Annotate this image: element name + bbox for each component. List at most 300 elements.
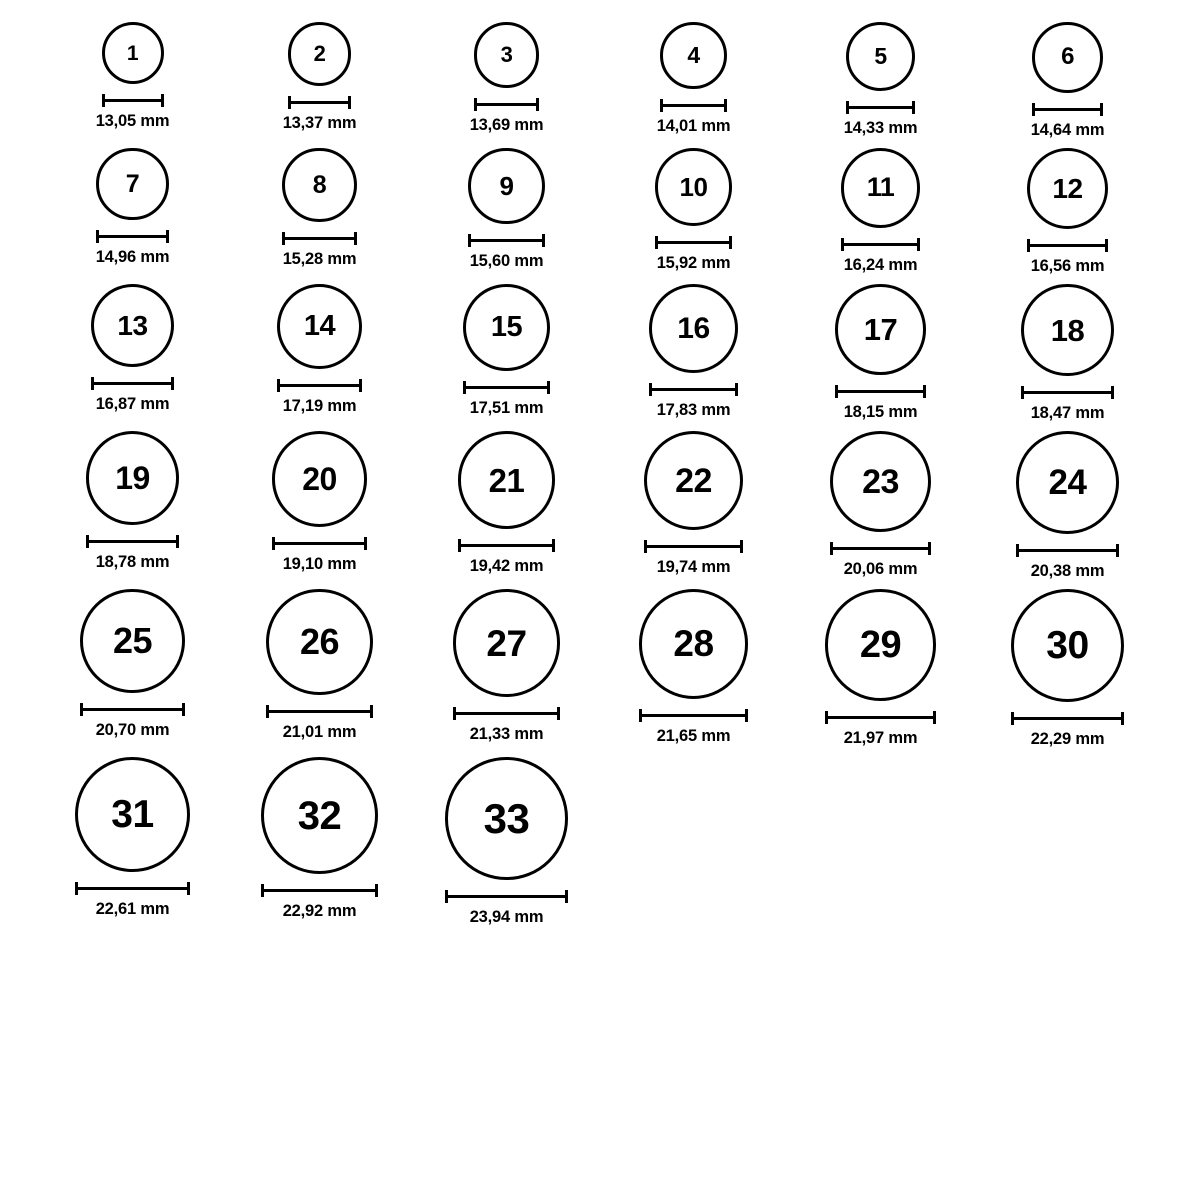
ring-size-number: 25 (112, 620, 153, 662)
ring-circle[interactable] (468, 148, 544, 224)
ruler-bar (830, 547, 931, 550)
ring-size-cell[interactable] (787, 276, 974, 421)
diameter-label: 13,37 mm (282, 113, 357, 132)
diameter-ruler (830, 542, 931, 554)
ruler-cap-right (1116, 544, 1119, 557)
ring-size-number: 11 (866, 172, 895, 203)
diameter-ruler (1021, 386, 1113, 398)
ring-circle-wrapper (75, 749, 190, 880)
ruler-bar (75, 887, 190, 890)
ring-circle-wrapper (639, 581, 749, 707)
diameter-label: 14,96 mm (95, 248, 170, 267)
diameter-ruler (266, 705, 372, 717)
ruler-cap-right (354, 232, 357, 245)
diameter-label: 13,69 mm (469, 115, 544, 134)
ring-size-number: 22 (675, 461, 712, 500)
ring-size-number: 10 (679, 171, 708, 202)
ring-size-cell[interactable] (413, 581, 600, 744)
ruler-cap-left (830, 542, 833, 555)
ring-circle[interactable] (102, 22, 164, 84)
ruler-cap-right (740, 540, 743, 553)
ring-size-cell[interactable] (974, 140, 1161, 276)
ring-circle[interactable] (649, 284, 738, 373)
diameter-label: 14,01 mm (656, 117, 731, 136)
ring-circle[interactable] (644, 431, 743, 530)
ruler-bar (468, 239, 544, 242)
ring-size-cell[interactable] (39, 749, 226, 919)
ring-circle[interactable] (261, 757, 378, 874)
ring-circle-wrapper (660, 14, 727, 97)
diameter-label: 17,19 mm (282, 397, 357, 416)
ring-size-cell[interactable] (39, 276, 226, 414)
ring-size-number: 6 (1061, 43, 1074, 71)
diameter-ruler (277, 379, 362, 391)
diameter-label: 20,70 mm (95, 721, 170, 740)
ruler-cap-left (835, 385, 838, 398)
ruler-cap-left (660, 99, 663, 112)
ring-circle[interactable] (846, 22, 915, 91)
diameter-ruler (846, 101, 915, 113)
ring-size-number: 20 (302, 461, 337, 498)
ring-circle-wrapper (830, 423, 931, 540)
diameter-label: 16,24 mm (843, 255, 918, 274)
ring-size-number: 33 (483, 794, 530, 842)
ring-circle-wrapper (1027, 140, 1108, 237)
ring-circle[interactable] (96, 148, 169, 221)
diameter-ruler (80, 703, 184, 715)
ring-size-number: 18 (1050, 312, 1085, 348)
ring-circle[interactable] (458, 431, 555, 528)
ring-circle-wrapper (463, 276, 550, 379)
ruler-cap-right (161, 94, 164, 107)
ring-circle[interactable] (282, 148, 356, 222)
chart-row (39, 581, 1161, 749)
ring-circle-wrapper (655, 140, 733, 234)
ring-circle[interactable] (1016, 431, 1119, 534)
diameter-ruler (841, 238, 921, 250)
ring-circle-wrapper (272, 423, 368, 535)
ruler-cap-left (1011, 712, 1014, 725)
ruler-cap-right (182, 703, 185, 716)
ruler-bar (91, 382, 174, 385)
diameter-label: 21,65 mm (656, 726, 731, 745)
ring-size-cell[interactable] (787, 14, 974, 138)
ruler-cap-left (80, 703, 83, 716)
ruler-bar (1032, 108, 1103, 111)
ring-circle-wrapper (1021, 276, 1113, 384)
ring-size-cell[interactable] (226, 749, 413, 921)
ruler-cap-left (288, 96, 291, 109)
ruler-cap-right (542, 234, 545, 247)
ring-circle[interactable] (463, 284, 550, 371)
diameter-label: 18,15 mm (843, 402, 918, 421)
ring-size-cell[interactable] (226, 276, 413, 416)
ring-size-number: 24 (1048, 463, 1087, 503)
ruler-bar (825, 716, 937, 719)
ring-circle[interactable] (830, 431, 931, 532)
ring-size-cell[interactable] (600, 276, 787, 420)
ruler-bar (288, 101, 352, 104)
ruler-cap-left (445, 890, 448, 903)
ruler-bar (835, 390, 925, 393)
ring-size-number: 4 (687, 42, 700, 69)
diameter-label: 14,33 mm (843, 119, 918, 138)
ruler-cap-left (1021, 386, 1024, 399)
ring-circle[interactable] (639, 589, 749, 699)
ring-size-cell[interactable] (974, 14, 1161, 140)
ruler-cap-left (1016, 544, 1019, 557)
ruler-cap-right (375, 884, 378, 897)
ruler-cap-left (102, 94, 105, 107)
ring-size-number: 13 (117, 309, 148, 341)
ring-circle-wrapper (445, 749, 567, 887)
ruler-cap-left (846, 101, 849, 114)
ring-size-cell[interactable] (39, 14, 226, 131)
diameter-label: 13,05 mm (95, 112, 170, 130)
ruler-bar (272, 542, 368, 545)
ring-size-number: 1 (126, 41, 139, 65)
chart-row (39, 749, 1161, 926)
ruler-cap-right (933, 711, 936, 724)
ruler-cap-left (261, 884, 264, 897)
diameter-ruler (75, 882, 190, 894)
diameter-label: 18,78 mm (95, 553, 170, 572)
ring-circle[interactable] (80, 589, 184, 693)
ring-size-cell[interactable] (600, 140, 787, 273)
ring-circle[interactable] (660, 22, 727, 89)
diameter-ruler (261, 884, 378, 896)
ruler-cap-left (825, 711, 828, 724)
ruler-bar (445, 895, 567, 898)
ruler-cap-right (1111, 386, 1114, 399)
ruler-cap-left (644, 540, 647, 553)
ruler-cap-left (277, 379, 280, 392)
diameter-label: 20,06 mm (843, 560, 918, 579)
ring-circle[interactable] (266, 589, 372, 695)
ring-circle-wrapper (277, 276, 362, 377)
ruler-cap-left (649, 383, 652, 396)
ruler-bar (102, 99, 164, 102)
ruler-cap-right (547, 381, 550, 394)
ruler-bar (458, 544, 555, 547)
diameter-label: 19,74 mm (656, 558, 731, 577)
ring-circle-wrapper (841, 140, 921, 236)
diameter-ruler (1027, 239, 1108, 251)
ruler-cap-right (735, 383, 738, 396)
ring-circle-wrapper (1016, 423, 1119, 542)
ruler-cap-right (1105, 239, 1108, 252)
ruler-cap-left (266, 705, 269, 718)
ring-circle[interactable] (841, 148, 921, 228)
ring-size-cell[interactable] (226, 581, 413, 742)
ring-size-number: 26 (299, 621, 340, 663)
diameter-label: 21,01 mm (282, 723, 357, 742)
ring-circle[interactable] (474, 22, 540, 88)
ring-circle-wrapper (266, 581, 372, 703)
diameter-ruler (825, 711, 937, 723)
diameter-label: 18,47 mm (1030, 404, 1105, 423)
diameter-label: 23,94 mm (469, 907, 544, 926)
ruler-cap-right (745, 709, 748, 722)
ring-size-cell[interactable] (600, 581, 787, 746)
diameter-ruler (86, 535, 180, 547)
diameter-label: 15,60 mm (469, 251, 544, 270)
ruler-cap-left (75, 882, 78, 895)
ring-size-cell[interactable] (600, 423, 787, 577)
diameter-label: 21,97 mm (843, 728, 918, 747)
ruler-cap-right (187, 882, 190, 895)
ring-circle[interactable] (655, 148, 733, 226)
ring-circle[interactable] (277, 284, 362, 369)
ruler-cap-right (557, 707, 560, 720)
ring-size-cell[interactable] (787, 140, 974, 275)
ruler-bar (655, 241, 733, 244)
ruler-cap-right (724, 99, 727, 112)
ruler-bar (649, 388, 738, 391)
diameter-ruler (468, 234, 544, 246)
ring-circle-wrapper (102, 14, 164, 92)
ring-circle[interactable] (445, 757, 567, 879)
ruler-cap-right (364, 537, 367, 550)
ruler-cap-left (474, 98, 477, 111)
ring-size-number: 29 (859, 623, 902, 666)
ring-circle-wrapper (825, 581, 937, 709)
ruler-cap-left (272, 537, 275, 550)
ruler-cap-left (639, 709, 642, 722)
diameter-ruler (96, 230, 169, 242)
ring-size-number: 9 (499, 170, 514, 201)
ring-size-cell[interactable] (413, 423, 600, 575)
ruler-cap-left (1027, 239, 1030, 252)
ring-circle[interactable] (1011, 589, 1124, 702)
ruler-cap-left (91, 377, 94, 390)
ring-size-number: 16 (677, 311, 710, 345)
ring-circle-wrapper (282, 140, 356, 230)
ring-size-number: 31 (111, 793, 154, 837)
ring-size-cell[interactable] (974, 276, 1161, 423)
diameter-label: 14,64 mm (1030, 120, 1105, 139)
ruler-cap-right (171, 377, 174, 390)
diameter-label: 17,51 mm (469, 399, 544, 418)
ring-circle[interactable] (1027, 148, 1108, 229)
chart-row (39, 14, 1161, 140)
diameter-ruler (272, 537, 368, 549)
ring-circle-wrapper (453, 581, 561, 705)
ring-size-cell[interactable] (226, 140, 413, 269)
ruler-cap-left (282, 232, 285, 245)
diameter-label: 19,10 mm (282, 554, 357, 573)
ruler-cap-right (1121, 712, 1124, 725)
diameter-ruler (660, 99, 727, 111)
ruler-cap-right (536, 98, 539, 111)
diameter-ruler (445, 890, 567, 902)
ring-circle-wrapper (1032, 14, 1103, 101)
ring-size-number: 7 (125, 169, 140, 198)
ruler-cap-right (923, 385, 926, 398)
ruler-cap-right (359, 379, 362, 392)
diameter-label: 20,38 mm (1030, 562, 1105, 581)
diameter-ruler (458, 539, 555, 551)
diameter-ruler (102, 94, 164, 106)
diameter-ruler (1032, 103, 1103, 115)
ruler-bar (474, 103, 540, 106)
ruler-bar (453, 712, 561, 715)
ruler-cap-right (917, 238, 920, 251)
ring-size-cell[interactable] (600, 14, 787, 136)
ruler-bar (463, 386, 550, 389)
chart-row (39, 140, 1161, 276)
diameter-ruler (288, 96, 352, 108)
ring-size-cell[interactable] (413, 14, 600, 135)
ring-size-number: 30 (1046, 624, 1089, 668)
ring-circle-wrapper (96, 140, 169, 229)
ruler-cap-right (176, 535, 179, 548)
ruler-cap-right (928, 542, 931, 555)
ring-size-number: 17 (863, 311, 898, 347)
diameter-ruler (453, 707, 561, 719)
ring-size-number: 5 (874, 43, 887, 70)
ring-size-cell[interactable] (39, 140, 226, 268)
ruler-cap-left (463, 381, 466, 394)
diameter-ruler (1011, 712, 1124, 724)
ring-size-number: 19 (115, 460, 150, 497)
ring-size-cell[interactable] (787, 581, 974, 748)
diameter-label: 22,61 mm (95, 900, 170, 919)
diameter-ruler (474, 98, 540, 110)
ruler-bar (1021, 391, 1113, 394)
ruler-bar (86, 540, 180, 543)
ring-circle-wrapper (288, 14, 352, 94)
ring-size-cell[interactable] (413, 140, 600, 271)
ruler-cap-left (453, 707, 456, 720)
ruler-cap-left (655, 236, 658, 249)
ruler-bar (1027, 244, 1108, 247)
ruler-bar (282, 237, 356, 240)
ring-size-number: 21 (488, 461, 525, 499)
ruler-bar (1011, 717, 1124, 720)
ruler-cap-right (348, 96, 351, 109)
ruler-bar (846, 106, 915, 109)
ring-size-cell[interactable] (787, 423, 974, 579)
ring-size-number: 14 (303, 310, 336, 343)
diameter-ruler (649, 383, 738, 395)
ring-size-cell[interactable] (226, 14, 413, 133)
ring-circle-wrapper (835, 276, 925, 382)
ring-circle-wrapper (80, 581, 184, 701)
ring-circle-wrapper (644, 423, 743, 538)
ruler-cap-right (166, 230, 169, 243)
ring-circle[interactable] (75, 757, 190, 872)
ring-size-cell[interactable] (974, 423, 1161, 581)
ruler-cap-left (86, 535, 89, 548)
ring-size-number: 2 (313, 40, 326, 66)
ring-size-number: 8 (312, 170, 327, 199)
ring-size-number: 27 (486, 622, 527, 664)
ruler-cap-right (912, 101, 915, 114)
ruler-cap-right (565, 890, 568, 903)
diameter-ruler (639, 709, 749, 721)
diameter-label: 22,92 mm (282, 902, 357, 921)
ring-circle-wrapper (458, 423, 555, 536)
ruler-cap-right (729, 236, 732, 249)
ring-circle[interactable] (86, 431, 180, 525)
ring-circle-wrapper (1011, 581, 1124, 710)
ring-circle[interactable] (91, 284, 174, 367)
ring-circle-wrapper (468, 140, 544, 232)
diameter-label: 22,29 mm (1030, 730, 1105, 749)
chart-row (39, 423, 1161, 581)
ruler-bar (1016, 549, 1119, 552)
diameter-label: 17,83 mm (656, 400, 731, 419)
diameter-ruler (91, 377, 174, 389)
ring-circle[interactable] (453, 589, 561, 697)
ruler-cap-left (468, 234, 471, 247)
diameter-label: 15,28 mm (282, 250, 357, 269)
ruler-cap-right (552, 539, 555, 552)
ring-circle[interactable] (825, 589, 937, 701)
ruler-bar (96, 235, 169, 238)
ruler-cap-left (841, 238, 844, 251)
ring-circle-wrapper (846, 14, 915, 99)
ring-size-cell[interactable] (226, 423, 413, 574)
diameter-label: 19,42 mm (469, 556, 544, 575)
ring-circle-wrapper (474, 14, 540, 96)
ring-circle-wrapper (91, 276, 174, 375)
ruler-bar (80, 708, 184, 711)
ruler-bar (261, 889, 378, 892)
diameter-label: 16,56 mm (1030, 257, 1105, 276)
ring-circle[interactable] (272, 431, 368, 527)
ring-circle[interactable] (1032, 22, 1103, 93)
chart-row (39, 276, 1161, 423)
ruler-cap-left (1032, 103, 1035, 116)
ring-size-cell[interactable] (39, 581, 226, 740)
ring-size-cell[interactable] (413, 276, 600, 418)
diameter-label: 15,92 mm (656, 253, 731, 272)
ruler-bar (644, 545, 743, 548)
diameter-label: 16,87 mm (95, 395, 170, 414)
ring-size-cell[interactable] (413, 749, 600, 926)
ruler-bar (639, 714, 749, 717)
ruler-bar (841, 243, 921, 246)
ring-circle[interactable] (288, 22, 352, 86)
ruler-bar (277, 384, 362, 387)
ring-size-number: 3 (500, 41, 513, 67)
ring-size-cell[interactable] (974, 581, 1161, 749)
ruler-cap-right (370, 705, 373, 718)
ring-size-number: 15 (490, 311, 523, 344)
diameter-ruler (463, 381, 550, 393)
ruler-cap-left (458, 539, 461, 552)
diameter-ruler (644, 540, 743, 552)
ring-size-cell[interactable] (39, 423, 226, 572)
diameter-label: 21,33 mm (469, 724, 544, 743)
ring-circle[interactable] (1021, 284, 1113, 376)
ring-circle-wrapper (649, 276, 738, 381)
ruler-bar (266, 710, 372, 713)
diameter-ruler (835, 385, 925, 397)
ring-circle-wrapper (86, 423, 180, 533)
diameter-ruler (655, 236, 733, 248)
ring-circle[interactable] (835, 284, 925, 374)
ruler-cap-right (1100, 103, 1103, 116)
ruler-bar (660, 104, 727, 107)
ring-circle-wrapper (261, 749, 378, 882)
ring-size-number: 12 (1052, 172, 1083, 204)
diameter-ruler (282, 232, 356, 244)
ring-size-number: 28 (673, 623, 714, 665)
ring-size-number: 32 (297, 793, 342, 838)
